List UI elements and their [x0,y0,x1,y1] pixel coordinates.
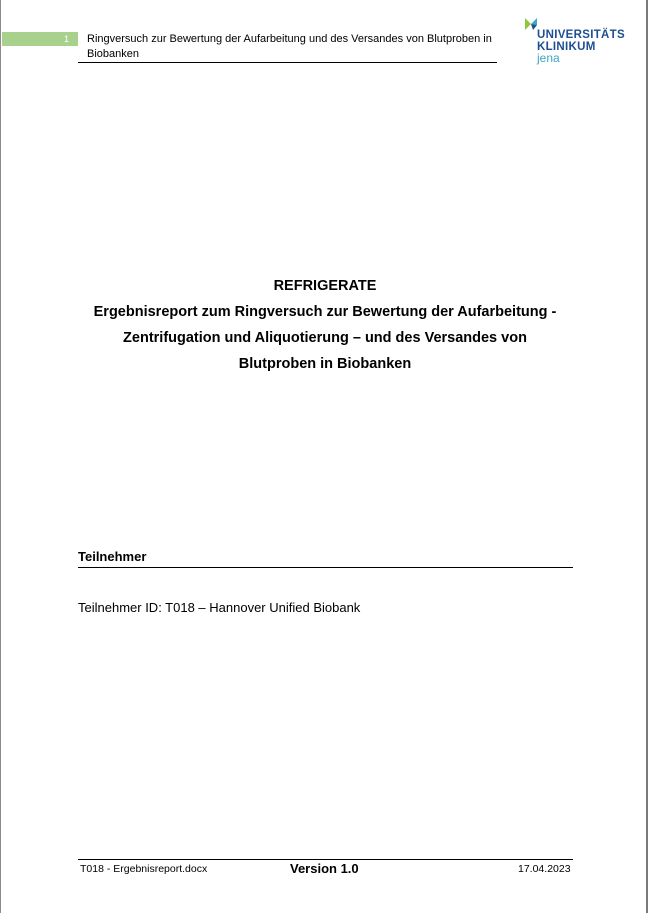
footer-date: 17.04.2023 [518,863,571,875]
page-border-left [0,0,1,913]
header-divider [78,62,497,63]
logo-line-universitaets: UNIVERSITÄTS [537,29,625,41]
participant-id-line: Teilnehmer ID: T018 – Hannover Unified Biobank [78,600,361,615]
header-section-number: 1 [2,32,78,46]
university-logo [523,16,623,68]
title-line: Zentrifugation und Aliquotierung – und des Versandes von [123,330,527,346]
title-line: Ergebnisreport zum Ringversuch zur Bewertung der Aufarbeitung - [93,304,557,320]
logo-line-klinikum: KLINIKUM [537,41,596,53]
section-divider [78,567,573,568]
title-line: REFRIGERATE [273,278,377,294]
document-title [75,273,575,377]
header-title: Ringversuch zur Bewertung der Aufarbeitung und des Versandes von Blutproben in Biobanken [87,33,492,60]
section-heading-participants: Teilnehmer [78,549,147,564]
footer-version: Version 1.0 [290,861,359,876]
logo-line-jena: jena [537,51,560,65]
footer-filename: T018 - Ergebnisreport.docx [80,863,208,875]
title-line: Blutproben in Biobanken [238,356,412,372]
